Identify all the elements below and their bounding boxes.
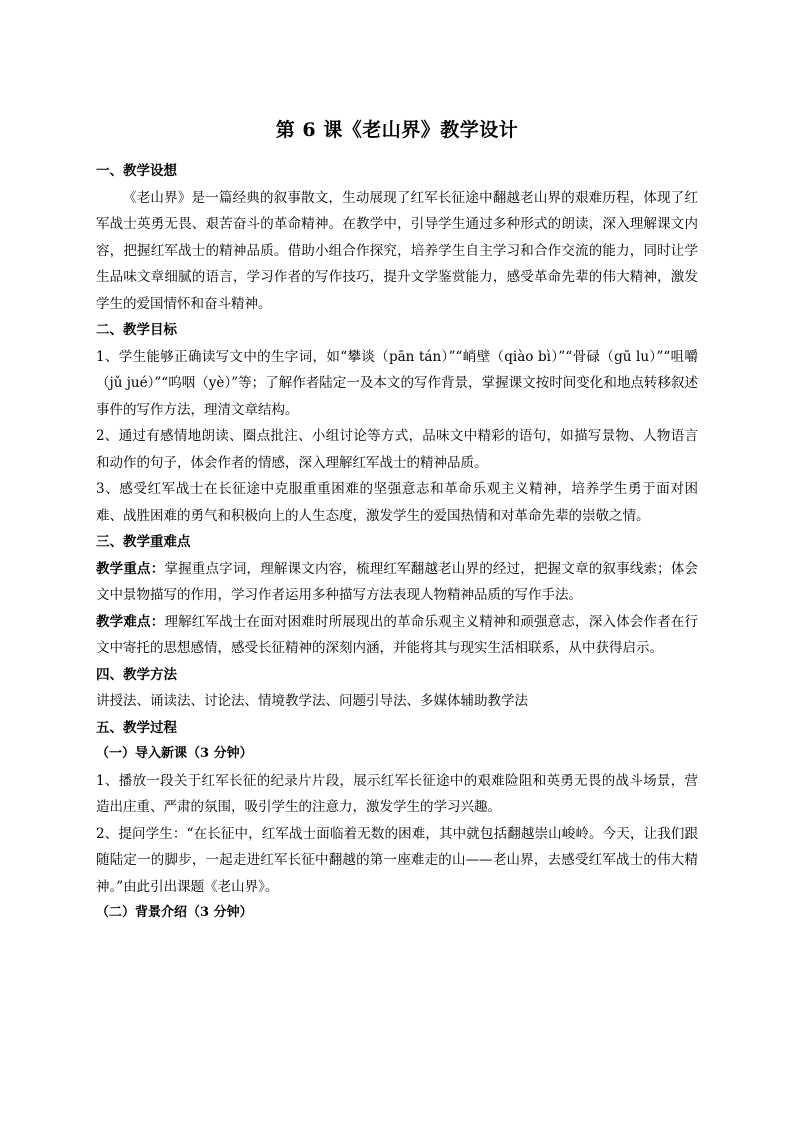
key-point-text: 掌握重点字词，理解课文内容，梳理红军翻越老山界的经过，把握文章的叙事线索；体会文中景物描写的作用，学习作者运用多种描写方法表现人物精神品质的写作手法。 <box>96 560 699 603</box>
key-point-label: 教学重点： <box>96 560 165 577</box>
paragraph: 2、通过有感情地朗读、圈点批注、小组讨论等方式，品味文中精彩的语句，如描写景物、人物语言和动作的句子，体会作者的情感，深入理解红军战士的精神品质。 <box>96 428 698 471</box>
subheading-introduction: （一）导入新课（3 分钟） <box>96 746 253 761</box>
paragraph: 《老山界》是一篇经典的叙事散文，生动展现了红军长征途中翻越老山界的艰难历程，体现了红军战士英勇无畏、艰苦奋斗的革命精神。在教学中，引导学生通过多种形式的朗读，深入理解课文内容，把握红军战士的精神品质。借助小组合作探究，培养学生自主学习和合作交流的能力，同时让学生品味文章细腻的语言，学习作者的写作技巧，提升文学鉴赏能力，感受革命先辈的伟大精神，激发学生的爱国情怀和奋斗精神。 <box>96 189 698 312</box>
document-title: 第 6 课《老山界》教学设计 <box>275 119 519 141</box>
section-heading-teaching-concept: 一、教学设想 <box>96 163 177 179</box>
paragraph: 3、感受红军战士在长征途中克服重重困难的坚强意志和革命乐观主义精神，培养学生勇于面对困难、战胜困难的勇气和积极向上的人生态度，激发学生的爱国热情和对革命先辈的崇敬之情。 <box>96 481 698 524</box>
paragraph: 2、提问学生：“在长征中，红军战士面临着无数的困难，其中就包括翻越崇山峻岭。今天，让我们跟随陆定一的脚步，一起走进红军长征中翻越的第一座难走的山——老山界，去感受红军战士的伟大精神。”由此引出课题《老山界》。 <box>96 825 698 895</box>
difficulty-text: 理解红军战士在面对困难时所展现出的革命乐观主义精神和顽强意志，深入体会作者在行文中寄托的思想感情，感受长征精神的深刻内涵，并能将其与现实生活相联系，从中获得启示。 <box>96 613 699 656</box>
paragraph-key-point <box>96 556 698 609</box>
difficulty-label: 教学难点： <box>96 613 165 630</box>
section-heading-key-points: 三、教学重难点 <box>96 534 191 550</box>
paragraph: 讲授法、诵读法、讨论法、情境教学法、问题引导法、多媒体辅助教学法 <box>96 693 528 709</box>
section-heading-teaching-goals: 二、教学目标 <box>96 322 177 338</box>
subheading-background: （二）背景介绍（3 分钟） <box>96 905 253 920</box>
section-heading-teaching-methods: 四、教学方法 <box>96 666 177 683</box>
document-body <box>96 158 698 927</box>
paragraph: 1、播放一段关于红军长征的纪录片片段，展示红军长征途中的艰难险阻和英勇无畏的战斗场景，营造出庄重、严肃的氛围，吸引学生的注意力，激发学生的学习兴趣。 <box>96 772 698 815</box>
section-heading-teaching-process: 五、教学过程 <box>96 719 177 736</box>
paragraph: 1、学生能够正确读写文中的生字词，如“攀谈（pān tán）”“峭壁（qiào bì）”“骨碌（gū lu）”“咀嚼（jǔ jué）”“呜咽（yè）”等；了解作者陆定一及本文的写作背景，掌握课文按时间变化和地点转移叙述事件的写作方法，理清文章结构。 <box>96 348 698 418</box>
paragraph-difficulty <box>96 609 698 662</box>
